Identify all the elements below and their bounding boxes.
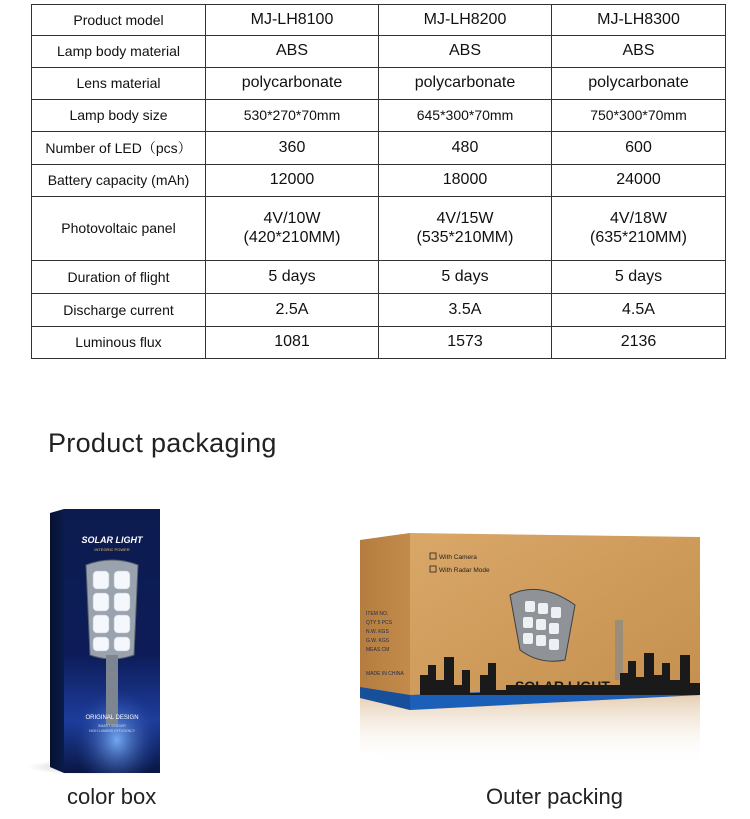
cell-value: 3.5A	[379, 294, 552, 327]
row-label: Discharge current	[32, 294, 206, 327]
table-row	[32, 36, 726, 68]
color-box-small-line2: HIGH LUMENS EFFICIENCY	[88, 729, 136, 733]
table-row	[32, 294, 726, 327]
cell-value: 4V/15W (535*210MM)	[379, 197, 552, 261]
row-label: Product model	[32, 5, 206, 36]
cell-value: polycarbonate	[552, 68, 726, 100]
cell-value: 360	[206, 132, 379, 165]
row-label: Luminous flux	[32, 327, 206, 359]
outer-box-label-2: QTY 5 PCS	[366, 620, 393, 626]
row-label: Number of LED（pcs）	[32, 132, 206, 165]
outer-box-label-4: G.W. KGS	[366, 638, 390, 644]
cell-value: 5 days	[206, 261, 379, 294]
outer-box-made-in: MADE IN CHINA	[366, 671, 404, 677]
color-box-brand: SOLAR LIGHT	[81, 535, 143, 545]
table-row	[32, 197, 726, 261]
color-box-image	[22, 505, 172, 780]
cell-value: MJ-LH8200	[379, 5, 552, 36]
row-label: Battery capacity (mAh)	[32, 165, 206, 197]
row-label: Lens material	[32, 68, 206, 100]
cell-value: MJ-LH8300	[552, 5, 726, 36]
table-row	[32, 68, 726, 100]
table-row	[32, 327, 726, 359]
section-title: Product packaging	[48, 428, 277, 458]
color-box-small-line1: SMART SENSOR	[98, 724, 126, 728]
color-box-design-label: ORIGINAL DESIGN	[85, 715, 139, 721]
outer-box-label-5: MEAS CM	[366, 647, 390, 653]
cell-value: polycarbonate	[206, 68, 379, 100]
color-box-tagline: INTEGRIC POWER	[94, 547, 130, 552]
cell-value: ABS	[206, 36, 379, 68]
outer-box-label-3: N.W. KGS	[366, 629, 389, 635]
color-box-caption: color box	[67, 784, 157, 809]
row-label: Photovoltaic panel	[32, 197, 206, 261]
table-header-row	[32, 5, 726, 36]
table-row	[32, 132, 726, 165]
outer-box-option1: With Camera	[439, 554, 477, 561]
cell-value: 5 days	[552, 261, 726, 294]
cell-value: 2136	[552, 327, 726, 359]
cell-value: 480	[379, 132, 552, 165]
cell-value: 4.5A	[552, 294, 726, 327]
outer-packing-caption: Outer packing	[486, 784, 623, 809]
cell-value: 2.5A	[206, 294, 379, 327]
cell-value: 18000	[379, 165, 552, 197]
cell-value: 24000	[552, 165, 726, 197]
outer-box-image	[340, 525, 710, 765]
cell-value: 5 days	[379, 261, 552, 294]
spec-table	[31, 4, 726, 359]
table-row	[32, 100, 726, 132]
cell-value: 750*300*70mm	[552, 100, 726, 132]
cell-value: ABS	[379, 36, 552, 68]
outer-box-brand: SOLAR LIGHT	[515, 678, 610, 694]
row-label: Duration of flight	[32, 261, 206, 294]
cell-value: 600	[552, 132, 726, 165]
outer-box-option2: With Radar Mode	[439, 567, 490, 574]
cell-value: 645*300*70mm	[379, 100, 552, 132]
cell-value: 12000	[206, 165, 379, 197]
table-row	[32, 261, 726, 294]
outer-box-label-1: ITEM NO.	[366, 611, 389, 617]
row-label: Lamp body size	[32, 100, 206, 132]
cell-value: MJ-LH8100	[206, 5, 379, 36]
cell-value: 4V/18W (635*210MM)	[552, 197, 726, 261]
cell-value: 1081	[206, 327, 379, 359]
cell-value: 4V/10W (420*210MM)	[206, 197, 379, 261]
cell-value: polycarbonate	[379, 68, 552, 100]
cell-value: ABS	[552, 36, 726, 68]
table-row	[32, 165, 726, 197]
row-label: Lamp body material	[32, 36, 206, 68]
cell-value: 1573	[379, 327, 552, 359]
cell-value: 530*270*70mm	[206, 100, 379, 132]
